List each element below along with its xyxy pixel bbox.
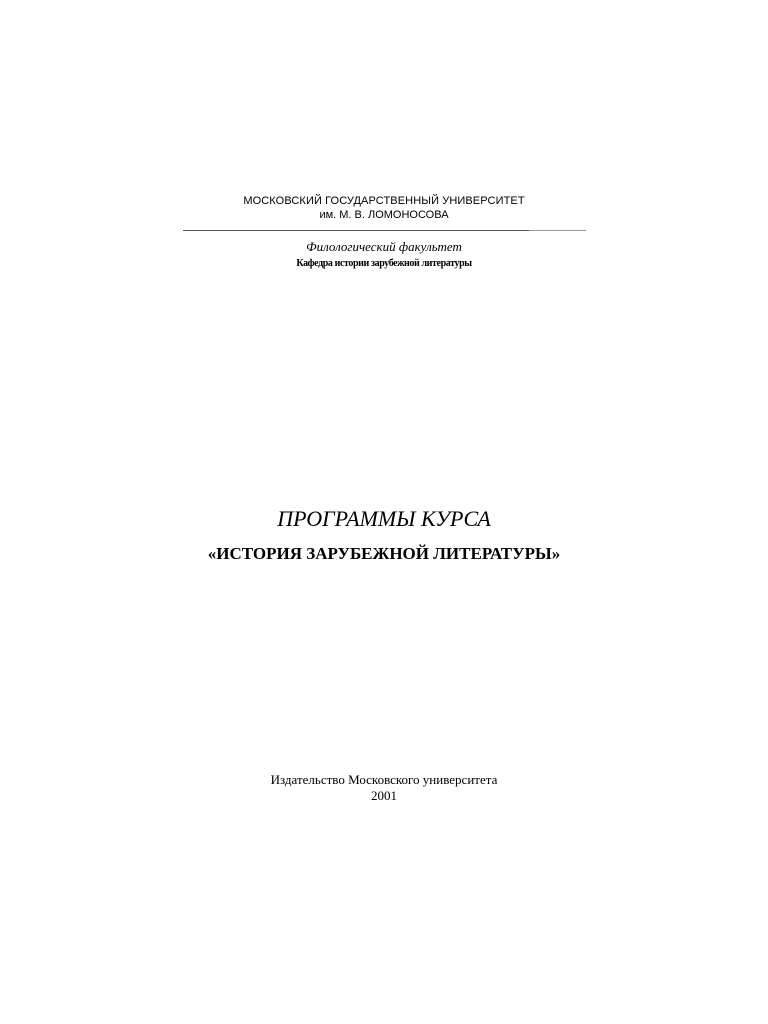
faculty-name: Филологический факультет [306,239,462,254]
university-name: МОСКОВСКИЙ ГОСУДАРСТВЕННЫЙ УНИВЕРСИТЕТ [243,195,525,207]
header-divider-dark [183,230,529,231]
publication-year: 2001 [371,788,397,803]
publisher-name: Издательство Московского университета [270,772,498,787]
program-title: ПРОГРАММЫ КУРСА [277,506,491,531]
university-named-after: им. М. В. ЛОМОНОСОВА [319,209,449,221]
department-name: Кафедра истории зарубежной литературы [296,258,472,269]
course-title: «ИСТОРИЯ ЗАРУБЕЖНОЙ ЛИТЕРАТУРЫ» [207,544,561,563]
